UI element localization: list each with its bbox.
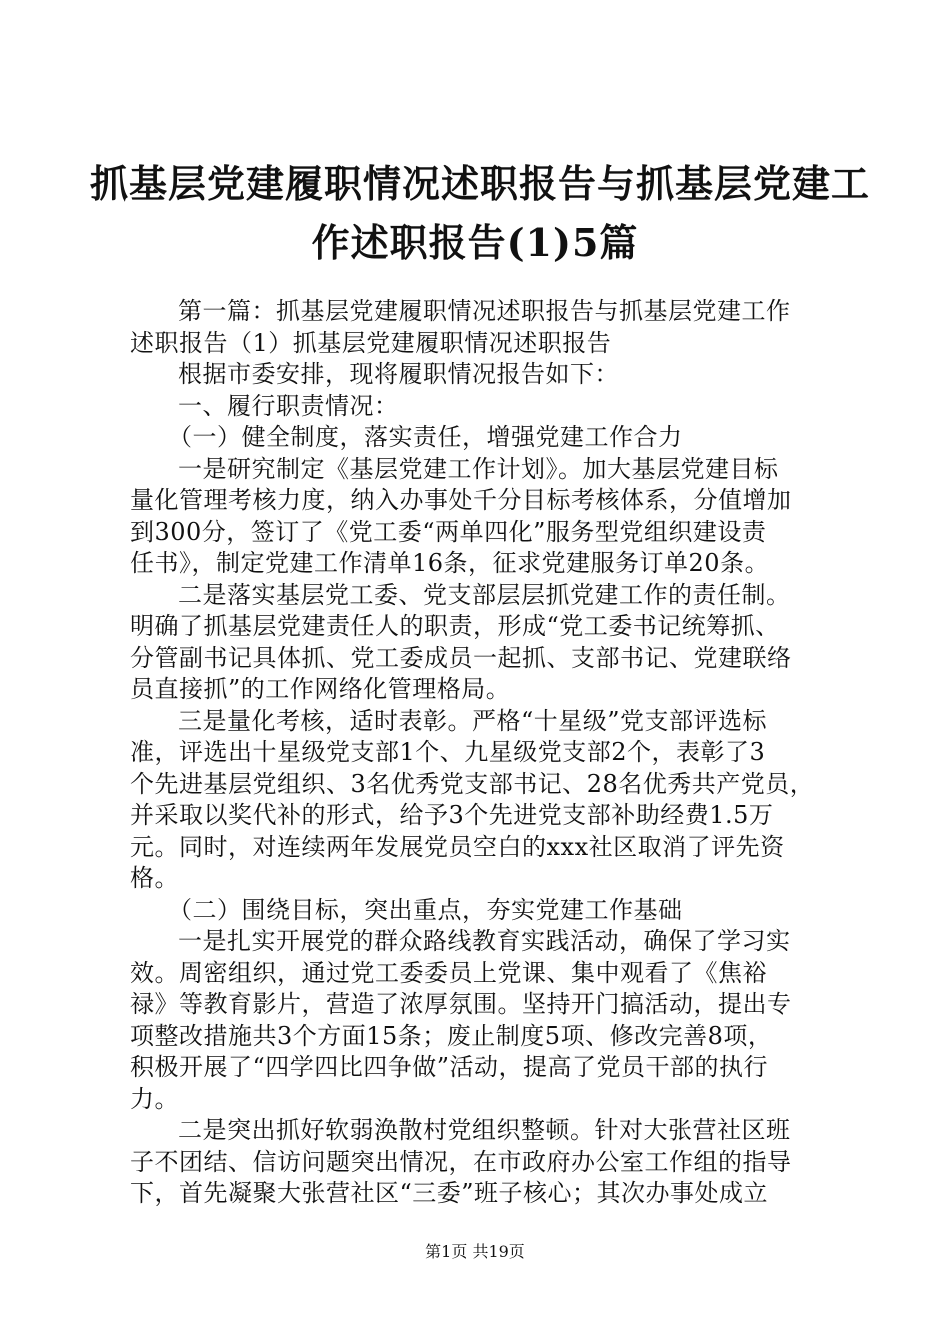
paragraph-line: 量化管理考核力度，纳入办事处千分目标考核体系，分值增加 <box>130 486 792 514</box>
paragraph-line: 述职报告（1）抓基层党建履职情况述职报告 <box>130 328 612 357</box>
paragraph-line: 明确了抓基层党建责任人的职责，形成“党工委书记统筹抓、 <box>130 612 780 640</box>
paragraph-line: 元。同时，对连续两年发展党员空白的xxx社区取消了评先资 <box>130 832 785 861</box>
paragraph-line: 格。 <box>130 864 179 892</box>
paragraph-line: 一是扎实开展党的群众路线教育实践活动，确保了学习实 <box>178 927 791 955</box>
paragraph-line: 准，评选出十星级党支部1个、九星级党支部2个，表彰了3 <box>130 738 766 766</box>
paragraph-line: 一是研究制定《基层党建工作计划》。加大基层党建目标 <box>178 454 779 483</box>
paragraph-line: 二是突出抓好软弱涣散村党组织整顿。针对大张营社区班 <box>178 1116 791 1144</box>
paragraph-line: 三是量化考核，适时表彰。严格“十星级”党支部评选标 <box>178 706 768 735</box>
paragraph-line: 二是落实基层党工委、党支部层层抓党建工作的责任制。 <box>178 580 791 609</box>
paragraph-line: 禄》等教育影片，营造了浓厚氛围。坚持开门搞活动，提出专 <box>130 990 792 1018</box>
paragraph-line: 效。周密组织，通过党工委委员上党课、集中观看了《焦裕 <box>130 958 767 987</box>
section-heading: 一、履行职责情况： <box>178 391 399 420</box>
paragraph-line: 到300分，签订了《党工委“两单四化”服务型党组织建设责 <box>130 517 767 546</box>
subsection-heading: （二）围绕目标，突出重点，夯实党建工作基础 <box>168 895 683 924</box>
subsection-heading: （一）健全制度，落实责任，增强党建工作合力 <box>168 423 683 451</box>
paragraph-line: 根据市委安排，现将履职情况报告如下： <box>178 360 619 388</box>
paragraph-line: 第一篇：抓基层党建履职情况述职报告与抓基层党建工作 <box>178 297 791 325</box>
paragraph-line: 分管副书记具体抓、党工委成员一起抓、支部书记、党建联络 <box>130 643 792 672</box>
paragraph-line: 子不团结、信访问题突出情况，在市政府办公室工作组的指导 <box>130 1147 792 1176</box>
document-body <box>130 296 830 1210</box>
paragraph-line: 力。 <box>130 1084 179 1113</box>
page-number-footer: 第1页 共19页 <box>425 1242 525 1261</box>
paragraph-line: 并采取以奖代补的形式，给予3个先进党支部补助经费1.5万 <box>130 801 774 829</box>
paragraph-line: 个先进基层党组织、3名优秀党支部书记、28名优秀共产党员， <box>130 769 815 798</box>
document-title-line-1: 抓基层党建履职情况述职报告与抓基层党建工 <box>90 161 871 206</box>
paragraph-line: 下，首先凝聚大张营社区“三委”班子核心；其次办事处成立 <box>130 1179 769 1207</box>
paragraph-line: 积极开展了“四学四比四争做”活动，提高了党员干部的执行 <box>130 1053 769 1081</box>
paragraph-line: 任书》，制定党建工作清单16条，征求党建服务订单20条。 <box>130 549 770 577</box>
paragraph-line: 员直接抓”的工作网络化管理格局。 <box>130 675 511 703</box>
document-title-line-2: 作述职报告(1)5篇 <box>311 220 639 265</box>
paragraph-line: 项整改措施共3个方面15条；废止制度5项、修改完善8项， <box>130 1021 773 1050</box>
